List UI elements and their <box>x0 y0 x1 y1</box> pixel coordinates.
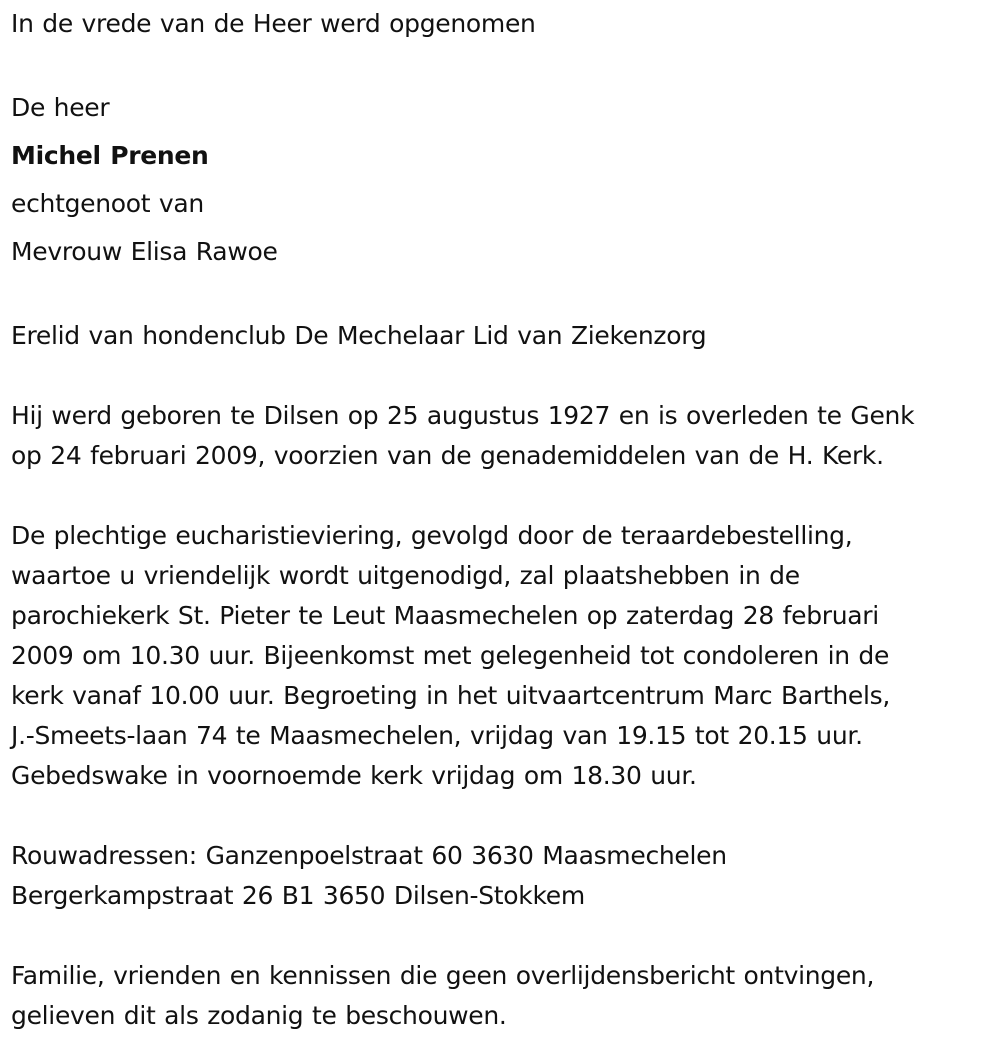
memberships: Erelid van hondenclub De Mechelaar Lid van Ziekenzorg <box>11 321 707 350</box>
paragraph-line: gelieven dit als zodanig te beschouwen. <box>11 1001 507 1030</box>
paragraph-line: J.-Smeets-laan 74 te Maasmechelen, vrijdag van 19.15 tot 20.15 uur. <box>11 721 863 750</box>
paragraph-line: kerk vanaf 10.00 uur. Begroeting in het uitvaartcentrum Marc Barthels, <box>11 681 891 710</box>
birth-death-paragraph <box>11 396 1000 476</box>
paragraph-line: Hij werd geboren te Dilsen op 25 augustus 1927 en is overleden te Genk <box>11 401 915 430</box>
spouse-name: Mevrouw Elisa Rawoe <box>11 237 278 266</box>
paragraph-line: op 24 februari 2009, voorzien van de genademiddelen van de H. Kerk. <box>11 441 884 470</box>
paragraph-line: parochiekerk St. Pieter te Leut Maasmechelen op zaterdag 28 februari <box>11 601 879 630</box>
paragraph-line: Familie, vrienden en kennissen die geen overlijdensbericht ontvingen, <box>11 961 875 990</box>
paragraph-line: De plechtige eucharistieviering, gevolgd door de teraardebestelling, <box>11 521 853 550</box>
closing-paragraph <box>11 956 1000 1036</box>
paragraph-line: waartoe u vriendelijk wordt uitgenodigd, zal plaatshebben in de <box>11 561 800 590</box>
spouse-label: echtgenoot van <box>11 189 204 218</box>
paragraph-line: Gebedswake in voornoemde kerk vrijdag om 18.30 uur. <box>11 761 697 790</box>
title-prefix: De heer <box>11 93 110 122</box>
ceremony-paragraph <box>11 516 1000 796</box>
opening-line: In de vrede van de Heer werd opgenomen <box>11 9 536 38</box>
addresses-paragraph <box>11 836 1000 916</box>
address-line: Rouwadressen: Ganzenpoelstraat 60 3630 Maasmechelen <box>11 841 727 870</box>
address-line: Bergerkampstraat 26 B1 3650 Dilsen-Stokkem <box>11 881 585 910</box>
deceased-name: Michel Prenen <box>11 141 209 170</box>
paragraph-line: 2009 om 10.30 uur. Bijeenkomst met gelegenheid tot condoleren in de <box>11 641 890 670</box>
